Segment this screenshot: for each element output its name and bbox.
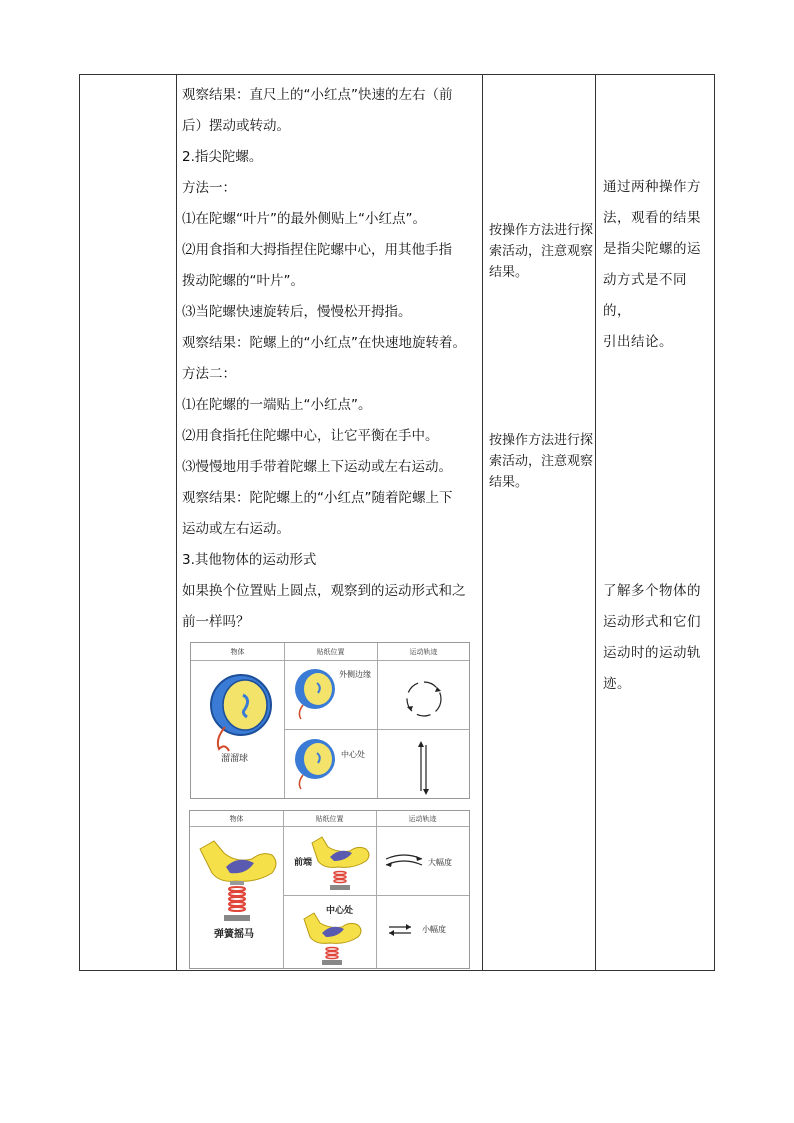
- circular-track-icon: [397, 673, 451, 723]
- student-activity-note: 按操作方法进行探索活动，注意观察结果。: [489, 223, 594, 280]
- yoyo-center-illustration: [291, 737, 341, 795]
- track-label: 小幅度: [422, 925, 446, 934]
- horse-front-illustration: [308, 831, 374, 893]
- content-line: ⑵用食指托住陀螺中心，让它平衡在手中。: [182, 428, 439, 444]
- purpose-line: 了解多个物体的: [603, 583, 701, 599]
- spring-horse-figure: [189, 810, 470, 969]
- content-line: ⑴在陀螺“叶片”的最外侧贴上“小红点”。: [182, 211, 426, 227]
- content-line: 如果换个位置贴上圆点，观察到的运动形式和之: [182, 583, 466, 599]
- figure-header: 运动轨迹: [408, 815, 437, 823]
- content-line: 观察结果：陀螺上的“小红点”在快速地旋转着。: [182, 335, 466, 351]
- content-line: 3.其他物体的运动形式: [182, 552, 317, 568]
- purpose-line: 引出结论。: [603, 334, 673, 350]
- teaching-content: [177, 74, 482, 638]
- content-line: 方法一：: [182, 180, 236, 196]
- purpose-line: 是指尖陀螺的运: [603, 241, 701, 257]
- content-line: 观察结果：陀陀螺上的“小红点”随着陀螺上下: [182, 490, 453, 506]
- content-line: 拨动陀螺的“叶片”。: [182, 273, 304, 289]
- position-label: 外侧边缘: [339, 670, 371, 679]
- figure-header: 贴纸位置: [316, 648, 345, 656]
- purpose-line: 运动时的运动轨: [603, 645, 701, 661]
- figure-header: 贴纸位置: [315, 815, 344, 823]
- design-purpose: [603, 172, 711, 358]
- content-line: 方法二：: [182, 366, 236, 382]
- content-line: ⑵用食指和大拇指捏住陀螺中心，用其他手指: [182, 242, 452, 258]
- purpose-line: 通过两种操作方: [603, 179, 701, 195]
- content-line: ⑶慢慢地用手带着陀螺上下运动或左右运动。: [182, 459, 452, 475]
- column-divider: [482, 74, 483, 971]
- yoyo-outer-illustration: [291, 667, 341, 723]
- small-swing-track-icon: [386, 923, 414, 937]
- purpose-line: 迹。: [603, 676, 631, 692]
- purpose-line: 动方式是不同的，: [603, 272, 687, 319]
- spring-horse-illustration: [196, 833, 280, 925]
- figure-header: 物体: [229, 815, 244, 823]
- content-line: 观察结果：直尺上的“小红点”快速的左右（前: [182, 87, 453, 103]
- content-line: ⑶当陀螺快速旋转后，慢慢松开拇指。: [182, 304, 412, 320]
- purpose-line: 法，观看的结果: [603, 210, 701, 226]
- vertical-track-icon: [417, 741, 431, 795]
- yoyo-illustration: [205, 665, 275, 755]
- student-activity-note: 按操作方法进行探索活动，注意观察结果。: [489, 433, 594, 490]
- large-swing-track-icon: [382, 851, 426, 873]
- content-line: 运动或左右运动。: [182, 521, 290, 537]
- track-label: 大幅度: [428, 858, 452, 867]
- object-label: 弹簧摇马: [214, 929, 254, 940]
- column-divider: [595, 74, 596, 971]
- figure-header: 物体: [230, 648, 245, 656]
- content-line: 2.指尖陀螺。: [182, 149, 263, 165]
- design-purpose: [603, 576, 711, 700]
- content-line: 后）摆动或转动。: [182, 118, 290, 134]
- content-line: 前一样吗？: [182, 614, 250, 630]
- position-label: 前端: [294, 858, 313, 868]
- position-label: 中心处: [341, 750, 365, 759]
- object-label: 溜溜球: [221, 754, 249, 764]
- yoyo-figure: [190, 642, 470, 799]
- content-line: ⑴在陀螺的一端贴上“小红点”。: [182, 397, 372, 413]
- position-label: 中心处: [326, 906, 354, 916]
- purpose-line: 运动形式和它们: [603, 614, 701, 630]
- figure-header: 运动轨迹: [409, 648, 438, 656]
